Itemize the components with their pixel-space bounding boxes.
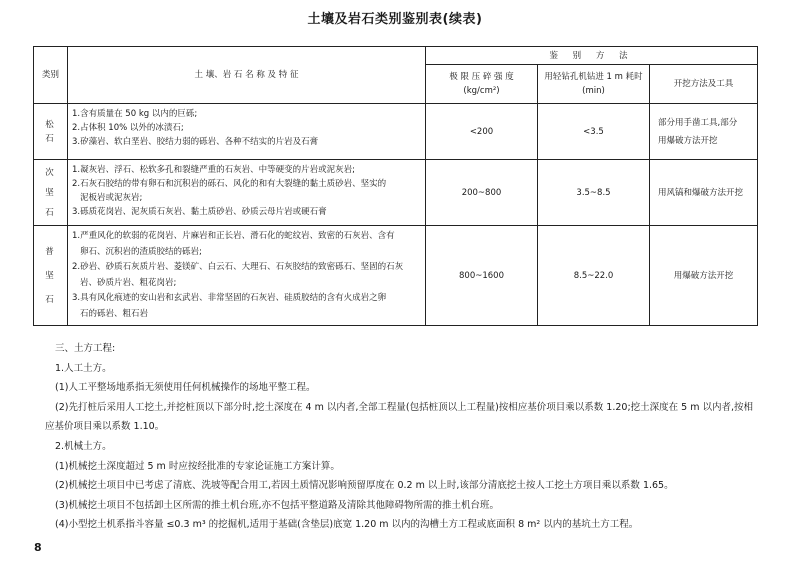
row-drill-time: 8.5~22.0 [538,226,650,326]
paragraph: (1)机械挖土深度超过 5 m 时应按经批准的专家论证施工方案计算。 [55,460,340,472]
desc-line: 3.矽藻岩、软白垩岩、胶结力弱的砾岩、各种不结实的片岩及石膏 [72,137,319,147]
category-char: 石 [45,133,56,144]
desc-line: 2.石灰石胶结的带有卵石和沉积岩的砾石、风化的和有大裂缝的黏土质砂岩、坚实的 [72,179,387,189]
desc-line: 2.砂岩、砂质石灰质片岩、菱镁矿、白云石、大理石、石灰胶结的致密砾石、坚固的石灰 [72,262,404,272]
header-drill [538,65,650,104]
desc-line: 岩、砂质片岩、粗花岗岩; [80,277,177,288]
row-category-ordinary-hard-rock [34,226,68,326]
desc-line: 1.含有质量在 50 kg 以内的巨砾; [72,109,198,119]
tool-line: 用风镐和爆破方法开挖 [658,187,744,198]
desc-line: 2.占体积 10% 以外的冰渍石; [72,123,184,133]
header-category: 类别 [34,47,68,104]
paragraph: (1)人工平整场地系指无须使用任何机械操作的场地平整工程。 [55,382,316,394]
category-char: 坚 [45,187,56,198]
subsection-heading: 1.人工土方。 [55,362,112,374]
header-drill-line1: 用轻钻孔机钻进 1 m 耗时 [544,72,643,82]
header-strength [426,65,538,104]
tool-line: 用爆破方法开挖 [658,135,718,146]
header-drill-line2: (min) [582,86,605,96]
row-tool [650,226,758,326]
tool-line: 用爆破方法开挖 [673,270,734,281]
desc-line: 泥板岩或泥灰岩; [80,193,143,203]
row-strength: 800~1600 [426,226,538,326]
header-description: 土 壤、岩 石 名 称 及 特 征 [68,47,426,104]
category-char: 石 [45,207,56,218]
header-method-group: 鉴 别 方 法 [426,47,758,65]
desc-line: 1.凝灰岩、浮石、松软多孔和裂缝严重的石灰岩、中等硬变的片岩或泥灰岩; [72,165,355,175]
table-row [34,226,758,326]
row-tool [650,104,758,160]
paragraph: (4)小型挖土机系指斗容量 ≤0.3 m³ 的挖掘机,适用于基础(含垫层)底宽 1.20 m 以内的沟槽土方工程或底面积 8 m² 以内的基坑土方工程。 [55,519,639,531]
row-drill-time: 3.5~8.5 [538,160,650,226]
row-description [68,226,426,326]
desc-line: 3.具有风化痕迹的安山岩和玄武岩、非常坚固的石灰岩、硅质胶结的含有火成岩之卵 [72,293,387,303]
row-drill-time: <3.5 [538,104,650,160]
category-char: 次 [45,167,56,178]
table-row [34,160,758,226]
body-text [45,339,760,535]
row-category-sub-hard-rock [34,160,68,226]
desc-line: 3.砾质花岗岩、泥灰质石灰岩、黏土质砂岩、砂质云母片岩或硬石膏 [72,207,327,217]
category-char: 石 [45,294,56,305]
row-strength: 200~800 [426,160,538,226]
row-category-soft-rock [34,104,68,160]
row-description [68,160,426,226]
section-heading: 三、土方工程: [55,343,116,354]
subsection-heading: 2.机械土方。 [55,440,112,452]
desc-line: 石的砾岩、粗石岩 [80,308,149,319]
category-char: 松 [45,119,56,130]
category-char: 坚 [45,270,56,281]
header-tool: 开挖方法及工具 [650,65,758,104]
row-tool [650,160,758,226]
soil-rock-classification-table [33,46,758,326]
header-strength-line2: (kg/cm²) [463,86,500,96]
category-char: 普 [45,246,56,257]
page-title: 土壤及岩石类别鉴别表(续表) [307,12,483,27]
desc-line: 1.严重风化的软弱的花岗岩、片麻岩和正长岩、滑石化的蛇纹岩、致密的石灰岩、含有 [72,231,395,241]
paragraph: (3)机械挖土项目不包括卸土区所需的推土机台班,亦不包括平整道路及清除其他障碍物所需的推土机台班。 [55,499,499,511]
row-strength: <200 [426,104,538,160]
table-row [34,104,758,160]
header-strength-line1: 极 限 压 碎 强 度 [449,72,514,82]
paragraph: (2)先打桩后采用人工挖土,并挖桩顶以下部分时,挖土深度在 4 m 以内者,全部工程量(包括桩顶以上工程量)按相应基价项目乘以系数 1.20;挖土深度在 5 m 以内者,按相应基价项目乘以系数 1.10。 [45,401,754,433]
desc-line: 卵石、沉积岩的渣质胶结的砾岩; [80,246,202,257]
row-description [68,104,426,160]
paragraph: (2)机械挖土项目中已考虑了清底、洗坡等配合用工,若因土质情况影响预留厚度在 0.2 m 以上时,该部分清底挖土按人工挖土方项目乘以系数 1.65。 [55,480,674,492]
tool-line: 部分用手凿工具,部分 [658,117,738,128]
table-header-row [34,47,758,65]
page-number: 8 [34,541,42,554]
